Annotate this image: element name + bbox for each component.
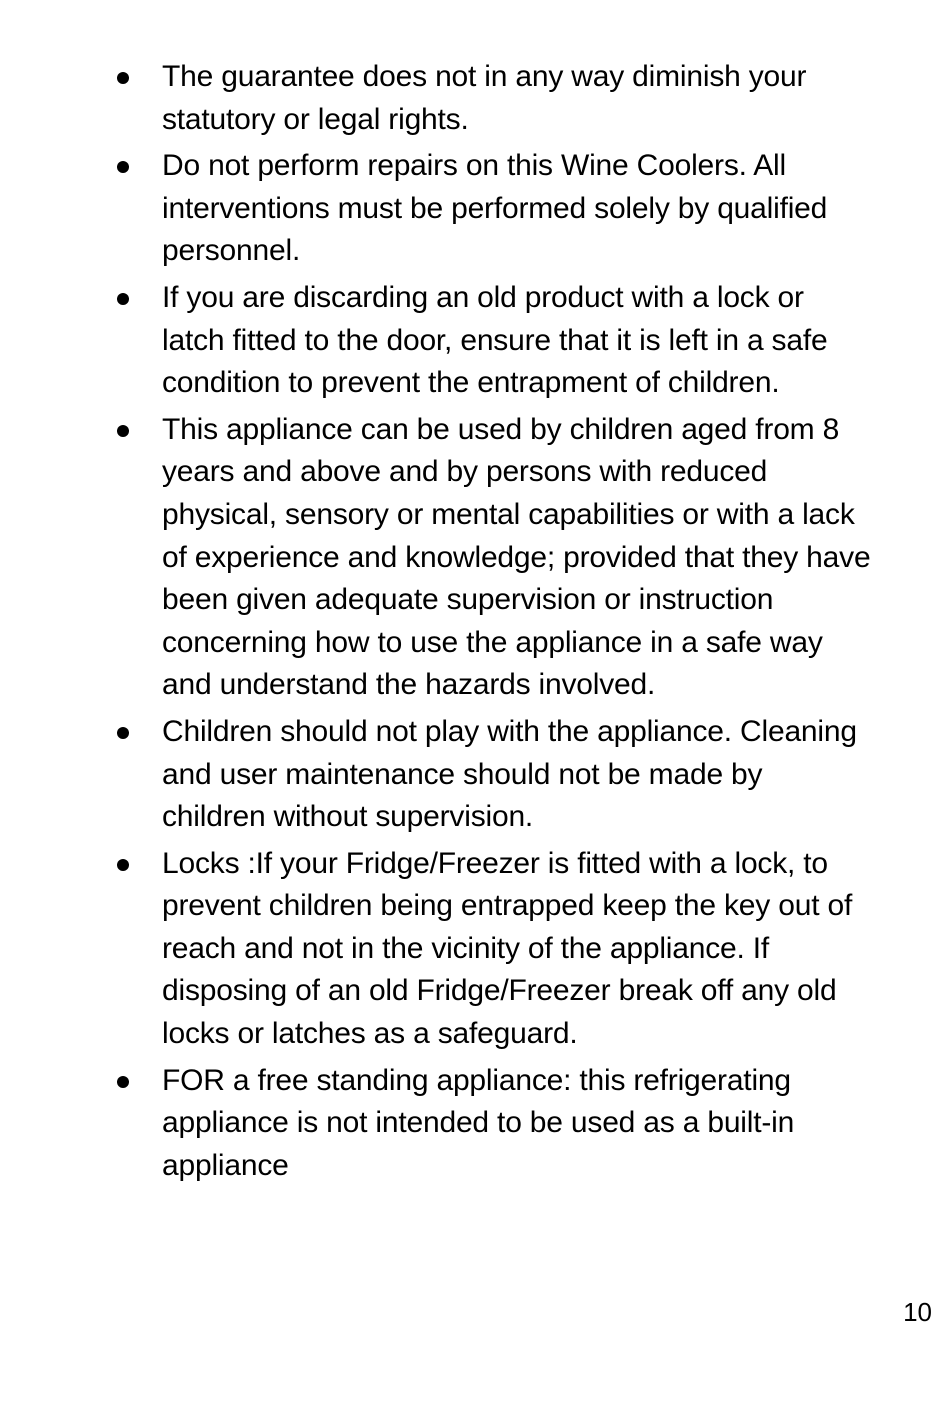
list-item-text: Do not perform repairs on this Wine Coolers. All interventions must be performed solely by qualified personnel. xyxy=(162,149,828,268)
bullet-icon xyxy=(117,1076,129,1088)
list-item-text: If you are discarding an old product with a lock or latch fitted to the door, ensure that it is left in a safe condition to prevent the entrapment of children. xyxy=(162,280,828,400)
list-item-children-usage xyxy=(111,409,871,707)
bullet-icon xyxy=(117,293,129,305)
bullet-icon xyxy=(117,72,129,84)
list-item-locks xyxy=(111,843,871,1056)
safety-bullet-list xyxy=(111,56,871,1191)
bullet-icon xyxy=(117,161,129,173)
bullet-icon xyxy=(117,727,129,739)
list-item-repairs xyxy=(111,145,871,273)
list-item-text: Children should not play with the appliance. Cleaning and user maintenance should not be made by children without supervision. xyxy=(162,714,857,834)
list-item-text: This appliance can be used by children aged from 8 years and above and by persons with reduced physical, sensory or mental capabilities or with a lack of experience and knowledge; provided that they have been given adequate supervision or instruction concerning how to use the appliance in a safe way and understand the hazards involved. xyxy=(162,412,871,702)
list-item-free-standing xyxy=(111,1060,871,1188)
list-item-text: Locks :If your Fridge/Freezer is fitted with a lock, to prevent children being entrapped keep the key out of reach and not in the vicinity of the appliance. If disposing of an old Fridge/Freezer break off any old locks or latches as a safeguard. xyxy=(162,846,853,1051)
page-number: 10 xyxy=(903,1297,932,1327)
list-item-text: FOR a free standing appliance: this refrigerating appliance is not intended to be used as a built-in appliance xyxy=(162,1063,795,1182)
list-item-discarding xyxy=(111,277,871,405)
bullet-icon xyxy=(117,425,129,437)
bullet-icon xyxy=(117,859,129,871)
list-item-text: The guarantee does not in any way diminish your statutory or legal rights. xyxy=(162,60,807,136)
list-item-guarantee xyxy=(111,56,871,141)
list-item-children-play xyxy=(111,711,871,839)
